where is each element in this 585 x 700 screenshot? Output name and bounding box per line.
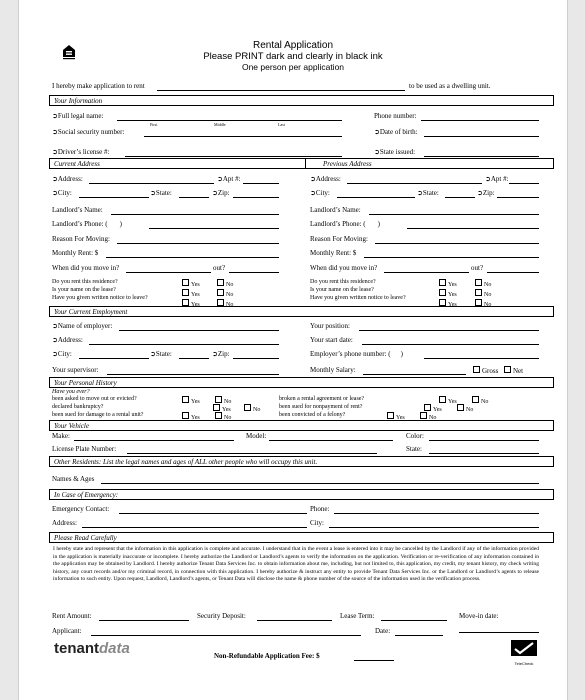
- emergency-phone-field[interactable]: [334, 513, 539, 514]
- cur-landlord-phone-label: Landlord’s Phone: ( ): [52, 220, 122, 228]
- page-title: Rental Application: [252, 40, 334, 51]
- cur-out-field[interactable]: [229, 272, 279, 273]
- prev-out-label: out?: [471, 264, 484, 272]
- prev-landlord-name-label: Landlord’s Name:: [310, 206, 361, 214]
- position-field[interactable]: [359, 330, 539, 331]
- emergency-contact-label: Emergency Contact:: [52, 505, 110, 513]
- plate-label: License Plate Number:: [52, 445, 117, 453]
- cur-city-label: ➲City:: [52, 189, 72, 197]
- history-q2-yes[interactable]: Yes: [213, 404, 231, 413]
- prev-q2-yes-checkbox[interactable]: Yes: [439, 289, 457, 299]
- names-ages-field[interactable]: [101, 483, 539, 484]
- history-q3: been sued for damage to a rental unit?: [52, 412, 144, 418]
- model-label: Model:: [246, 432, 267, 440]
- prev-q1-yes-checkbox[interactable]: Yes: [439, 279, 457, 289]
- cur-q1-no-checkbox[interactable]: No: [217, 279, 233, 289]
- cur-q3-yes-checkbox[interactable]: Yes: [182, 299, 200, 309]
- supervisor-label: Your supervisor:: [52, 366, 99, 374]
- section-emergency: In Case of Emergency:: [49, 489, 554, 500]
- cur-rent-label: Monthly Rent: $: [52, 249, 99, 257]
- supervisor-field[interactable]: [107, 374, 279, 375]
- history-q3-yes[interactable]: Yes: [182, 412, 200, 421]
- history-q5-no[interactable]: No: [457, 404, 473, 413]
- section-read-carefully: Please Read Carefully: [49, 532, 554, 543]
- cur-state-field[interactable]: [179, 197, 209, 198]
- make-field[interactable]: [74, 440, 234, 441]
- section-history: Your Personal History: [49, 377, 554, 388]
- prev-apt-field[interactable]: [509, 183, 539, 184]
- history-q1-no[interactable]: No: [215, 396, 231, 405]
- cur-no-column: [217, 279, 233, 309]
- move-in-date-label: Move-in date:: [459, 612, 499, 620]
- emp-address-field[interactable]: [89, 344, 279, 345]
- dob-field[interactable]: [424, 136, 539, 137]
- section-address: Current Address Previous Address: [49, 158, 554, 169]
- emp-phone-field[interactable]: [424, 358, 539, 359]
- history-q6: been convicted of a felony?: [279, 412, 346, 418]
- prev-q1-label: Do you rent this residence?: [310, 279, 376, 285]
- prev-landlord-phone-label: Landlord’s Phone: ( ): [310, 220, 380, 228]
- cur-out-label: out?: [213, 264, 226, 272]
- prev-rent-label: Monthly Rent: $: [310, 249, 357, 257]
- security-deposit-field[interactable]: [257, 620, 332, 621]
- middle-caption: Middle: [214, 122, 226, 127]
- prev-landlord-name-field[interactable]: [369, 214, 539, 215]
- cur-q2-yes-checkbox[interactable]: Yes: [182, 289, 200, 299]
- cur-city-field[interactable]: [79, 197, 149, 198]
- history-q2: declared bankruptcy?: [52, 404, 104, 410]
- cur-moved-in-field[interactable]: [126, 272, 211, 273]
- rent-amount-field[interactable]: [99, 620, 189, 621]
- security-deposit-label: Security Deposit:: [197, 612, 246, 620]
- cur-landlord-name-label: Landlord’s Name:: [52, 206, 103, 214]
- state-issued-field[interactable]: [424, 156, 539, 157]
- prev-moved-in-field[interactable]: [384, 272, 469, 273]
- cur-apt-field[interactable]: [243, 183, 279, 184]
- ssn-label: ➲Social security number:: [52, 128, 125, 136]
- cur-moved-in-label: When did you move in?: [52, 264, 120, 272]
- position-label: Your position:: [310, 322, 350, 330]
- prev-reason-label: Reason For Moving:: [310, 235, 368, 243]
- cur-reason-label: Reason For Moving:: [52, 235, 110, 243]
- prev-q3-yes-checkbox[interactable]: Yes: [439, 299, 457, 309]
- section-your-information: Your Information: [49, 95, 554, 106]
- prev-apt-label: ➲Apt #:: [485, 175, 509, 183]
- employer-field[interactable]: [119, 330, 279, 331]
- cur-landlord-name-field[interactable]: [111, 214, 279, 215]
- emergency-address-field[interactable]: [82, 527, 307, 528]
- vehicle-state-label: State:: [406, 445, 422, 453]
- lease-term-label: Lease Term:: [340, 612, 375, 620]
- full-name-label: ➲Full legal name:: [52, 112, 104, 120]
- cur-yes-column: [182, 279, 200, 309]
- first-caption: First: [150, 122, 158, 127]
- page-subtitle-2: One person per application: [241, 62, 345, 72]
- emp-zip-field[interactable]: [233, 358, 279, 359]
- emergency-contact-field[interactable]: [119, 513, 307, 514]
- cur-reason-field[interactable]: [117, 243, 279, 244]
- application-fee-label: Non-Refundable Application Fee: $: [214, 652, 320, 660]
- history-q1: been asked to move out or evicted?: [52, 396, 137, 402]
- full-name-field[interactable]: [117, 120, 342, 121]
- prev-moved-in-label: When did you move in?: [310, 264, 378, 272]
- history-ever-label: Have you ever?: [52, 389, 90, 395]
- prev-out-field[interactable]: [487, 272, 539, 273]
- tenant-data-logo: tenantdata: [54, 640, 130, 657]
- rent-address-field[interactable]: [157, 90, 405, 91]
- start-date-field[interactable]: [362, 344, 539, 345]
- cur-zip-label: ➲Zip:: [212, 189, 230, 197]
- gross-checkbox[interactable]: Gross: [473, 366, 498, 375]
- history-q2-no[interactable]: No: [244, 404, 260, 413]
- history-q5-yes[interactable]: Yes: [424, 404, 442, 413]
- history-q1-yes[interactable]: Yes: [182, 396, 200, 405]
- salary-field[interactable]: [363, 374, 466, 375]
- authorization-statement: I hereby state and represent that the information in this application is complete and accurate. I understand that in the event a lease is entered into it may be cancelled by the Landlord if any of the information provided in the application is materially inaccurate or incomplete. I hereby authorize the Landlord or Landlord’s agents to verify the information on the application. Verification or re-verification of any information contained in the application may be obtained by Landlord. I hereby authorize Tenant Data Services Inc. to obtain information about me, including, but not limited to, this application, my credit, my tenant history, my check writing history, any court records and/or my criminal record, in connection with this application. I hereby authorize & instruct any entity to provide Tenant Data Services Inc. or the Landlord or Landlord’s agents to release information to such entity. Upon request, Landlord, Landlord’s agents, or Tenant Data will disclose the name & phone number of the source of the information used in the verification process.: [53, 546, 539, 582]
- emergency-city-label: City:: [310, 519, 325, 527]
- intro-right: to be used as a dwelling unit.: [409, 82, 491, 90]
- dob-label: ➲Date of birth:: [374, 128, 418, 136]
- cur-address-label: ➲Address:: [52, 175, 83, 183]
- applicant-label: Applicant:: [52, 627, 82, 635]
- emp-state-field[interactable]: [179, 358, 209, 359]
- history-q6-no[interactable]: No: [420, 412, 436, 421]
- color-field[interactable]: [429, 440, 539, 441]
- emp-address-label: ➲Address:: [52, 336, 83, 344]
- ssn-field[interactable]: [144, 136, 342, 137]
- date-field[interactable]: [395, 635, 443, 636]
- prev-q2-no-checkbox[interactable]: No: [475, 289, 491, 299]
- section-employment: Your Current Employment: [49, 306, 554, 317]
- emp-zip-label: ➲Zip:: [212, 350, 230, 358]
- history-q5: been sued for nonpayment of rent?: [279, 404, 363, 410]
- plate-field[interactable]: [127, 453, 377, 454]
- emp-state-label: ➲State:: [150, 350, 172, 358]
- page-subtitle: Please PRINT dark and clearly in black ink: [203, 51, 383, 62]
- section-divider: [305, 158, 306, 169]
- telecheck-logo: [511, 640, 537, 666]
- prev-reason-field[interactable]: [375, 243, 539, 244]
- emergency-city-field[interactable]: [329, 527, 539, 528]
- prev-address-field[interactable]: [347, 183, 482, 184]
- cur-q1-label: Do you rent this residence?: [52, 279, 118, 285]
- prev-q3-label: Have you given written notice to leave?: [310, 295, 406, 301]
- prev-zip-field[interactable]: [497, 197, 539, 198]
- rent-amount-label: Rent Amount:: [52, 612, 92, 620]
- prev-q1-no-checkbox[interactable]: No: [475, 279, 491, 289]
- telecheck-check-icon: [511, 640, 537, 656]
- cur-q2-label: Is your name on the lease?: [52, 287, 116, 293]
- net-checkbox[interactable]: Net: [504, 366, 523, 375]
- history-q6-yes[interactable]: Yes: [387, 412, 405, 421]
- model-field[interactable]: [269, 440, 393, 441]
- prev-city-field[interactable]: [337, 197, 415, 198]
- history-q4-no[interactable]: No: [472, 396, 488, 405]
- application-fee-field[interactable]: [354, 660, 394, 661]
- cur-state-label: ➲State:: [150, 189, 172, 197]
- prev-address-label: ➲Address:: [310, 175, 341, 183]
- cur-q3-no-checkbox[interactable]: No: [217, 299, 233, 309]
- cur-q3-label: Have you given written notice to leave?: [52, 295, 148, 301]
- emergency-phone-label: Phone:: [310, 505, 330, 513]
- cur-q2-no-checkbox[interactable]: No: [217, 289, 233, 299]
- start-date-label: Your start date:: [310, 336, 353, 344]
- cur-apt-label: ➲Apt #:: [217, 175, 241, 183]
- lease-term-field[interactable]: [381, 620, 447, 621]
- license-field[interactable]: [125, 156, 342, 157]
- prev-zip-label: ➲Zip:: [477, 189, 495, 197]
- rental-application-page: [18, 0, 568, 700]
- section-other-residents: Other Residents: List the legal names and ages of ALL other people who will occupy this unit.: [49, 456, 554, 467]
- license-label: ➲Driver’s license #:: [52, 148, 110, 156]
- prev-city-label: ➲City:: [310, 189, 330, 197]
- date-label: Date:: [375, 627, 391, 635]
- cur-landlord-phone-field[interactable]: [149, 228, 279, 229]
- vehicle-state-field[interactable]: [429, 453, 539, 454]
- history-q4-yes[interactable]: Yes: [439, 396, 457, 405]
- salary-label: Monthly Salary:: [310, 366, 356, 374]
- prev-state-label: ➲State:: [417, 189, 439, 197]
- prev-rent-field[interactable]: [364, 257, 539, 258]
- move-in-date-field[interactable]: [459, 632, 539, 633]
- section-vehicle: Your Vehicle: [49, 420, 554, 431]
- prev-landlord-phone-field[interactable]: [407, 228, 539, 229]
- prev-yes-column: [439, 279, 457, 309]
- cur-q1-yes-checkbox[interactable]: Yes: [182, 279, 200, 289]
- cur-address-field[interactable]: [89, 183, 214, 184]
- phone-field[interactable]: [421, 120, 539, 121]
- last-caption: Last: [278, 122, 285, 127]
- prev-q3-no-checkbox[interactable]: No: [475, 299, 491, 309]
- make-label: Make:: [52, 432, 70, 440]
- prev-q2-label: Is your name on the lease?: [310, 287, 374, 293]
- employer-label: ➲Name of employer:: [52, 322, 113, 330]
- phone-label: Phone number:: [374, 112, 417, 120]
- emp-city-field[interactable]: [79, 358, 149, 359]
- cur-rent-field[interactable]: [106, 257, 279, 258]
- history-q3-no[interactable]: No: [215, 412, 231, 421]
- state-issued-label: ➲State issued:: [374, 148, 416, 156]
- color-label: Color:: [406, 432, 424, 440]
- prev-state-field[interactable]: [445, 197, 475, 198]
- history-q4: broken a rental agreement or lease?: [279, 396, 365, 402]
- names-ages-label: Names & Ages: [52, 475, 95, 483]
- intro-left: I hereby make application to rent: [52, 82, 145, 90]
- emp-city-label: ➲City:: [52, 350, 72, 358]
- cur-zip-field[interactable]: [233, 197, 279, 198]
- prev-no-column: [475, 279, 491, 309]
- applicant-signature-field[interactable]: [91, 635, 361, 636]
- emergency-address-label: Address:: [52, 519, 77, 527]
- telecheck-label: TeleCheck: [514, 661, 534, 666]
- emp-phone-label: Employer’s phone number: ( ): [310, 350, 403, 358]
